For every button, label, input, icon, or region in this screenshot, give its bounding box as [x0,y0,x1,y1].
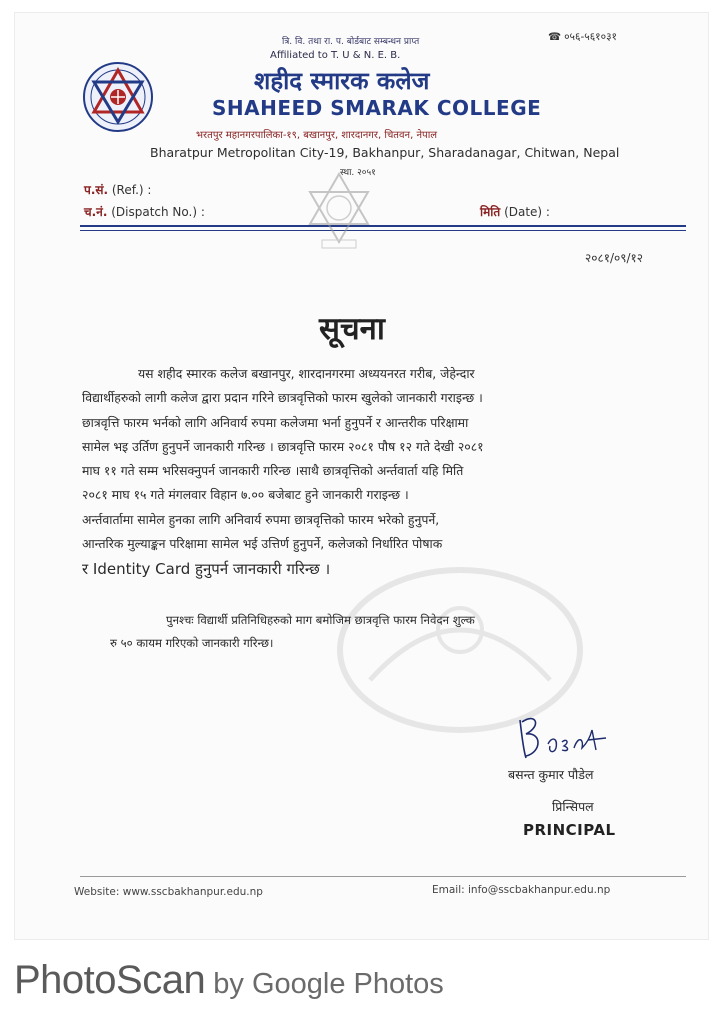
date-label-np: मिति [480,205,501,219]
body-line: यस शहीद स्मारक कलेज बखानपुर, शारदानगरमा अध्ययनरत गरीब, जेहेन्दार [138,366,475,381]
ref-label-np: प.सं. [84,183,109,197]
body-line: माघ ११ गते सम्म भरिसक्नुपर्न जानकारी गरिन्छ ।साथै छात्रवृत्तिको अर्न्तवार्ता यहि मिति [82,463,464,479]
body-line: छात्रवृत्ति फारम भर्नको लागि अनिवार्य रुपमा कलेजमा भर्ना हुनुपर्ने र आन्तरीक परिक्षामा [82,414,469,430]
address-nepali: भरतपुर महानगरपालिका-१९, बखानपुर, शारदानगर, चितवन, नेपाल [196,130,438,141]
dispatch-label-en: (Dispatch No.) : [111,205,205,219]
body-line: आन्तरिक मुल्याङ्कन परिक्षामा सामेल भई उत्तिर्ण हुनुपर्ने, कलेजको निर्धारित पोषाक [82,536,443,552]
body-line: सामेल भइ उर्तिण हुनुपर्ने जानकारी गरिन्छ । छात्रवृत्ति फारम २०८१ पौष १२ गते देखी २०८१ [82,438,484,454]
footer-website: Website: www.sscbakhanpur.edu.np [74,886,263,898]
postscript [110,609,475,655]
affiliation-nepali: त्रि. वि. तथा रा. प. बोर्डबाट सम्बन्धन प्राप्त [282,37,420,47]
date-label [480,203,550,220]
address-english: Bharatpur Metropolitan City-19, Bakhanpur, Sharadanagar, Chitwan, Nepal [150,145,620,160]
affiliation-english: Affiliated to T. U & N. E. B. [270,50,401,61]
principal-signature [512,708,616,764]
established-year: स्था. २०५१ [340,168,376,178]
emblem-watermark [300,166,378,256]
branding-app-name: PhotoScan [14,958,206,1002]
postscript-line: पुनश्चः विद्यार्थी प्रतिनिधिहरुको माग बमोजिम छात्रवृत्ति फारम निवेदन शुल्क [166,613,475,627]
photoscan-branding [14,958,444,1003]
phone-number [548,30,617,44]
body-line: विद्यार्थीहरुको लागी कलेज द्वारा प्रदान गरिने छात्रवृत्तिको फारम खुलेको जानकारी गराइन्छ । [82,390,483,406]
notice-date: २०८१/०९/१२ [585,251,644,265]
postscript-line: रु ५० कायम गरिएको जानकारी गरिन्छ। [110,636,274,650]
body-line: २०८१ माघ १५ गते मंगलवार विहान ७.०० बजेबाट हुने जानकारी गराइन्छ । [82,487,409,503]
notice-body [82,362,687,583]
college-logo [78,60,158,134]
header-divider-thin [80,230,686,231]
footer-email: Email: info@sscbakhanpur.edu.np [432,884,611,896]
ref-label [84,181,151,198]
date-label-en: (Date) : [504,205,550,219]
branding-by: by Google Photos [205,968,444,1000]
telephone-icon: ☎ [548,31,562,43]
college-name-nepali: शहीद स्मारक कलेज [254,67,430,95]
header-divider [80,225,686,227]
body-line: अर्न्तवार्तामा सामेल हुनका लागि अनिवार्य रुपमा छात्रवृत्तिको फारम भरेको हुनुपर्ने, [82,511,440,527]
dispatch-label-np: च.नं. [84,205,108,219]
signatory-title-nepali: प्रिन्सिपल [552,799,594,814]
signatory-name: बसन्त कुमार पौडेल [508,767,594,782]
phone-text: ०५६-५६१०३१ [564,31,618,43]
signatory-title-english: PRINCIPAL [523,821,616,839]
ref-label-en: (Ref.) : [111,183,152,197]
dispatch-label [84,203,205,220]
college-name-english: SHAHEED SMARAK COLLEGE [212,96,542,120]
notice-heading: सूचना [319,311,385,347]
body-line: र Identity Card हुनुपर्न जानकारी गरिन्छ । [82,560,331,579]
footer-divider [80,876,686,877]
